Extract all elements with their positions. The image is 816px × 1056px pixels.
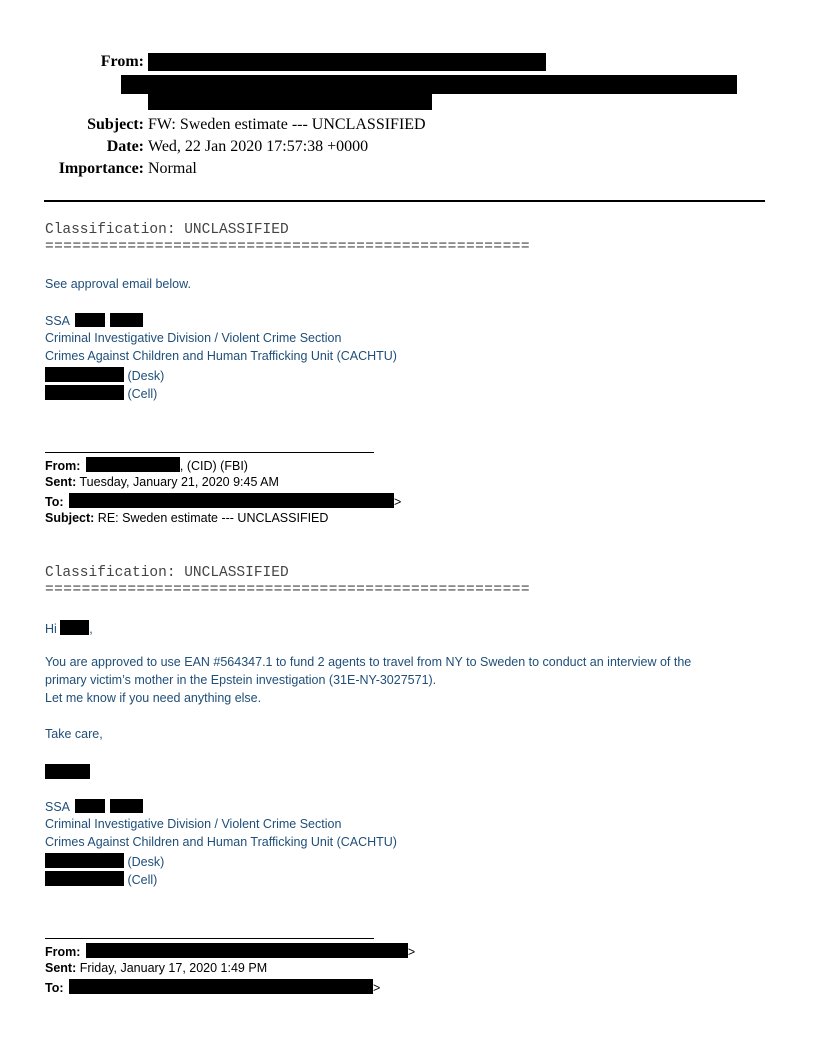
msg2-from-suffix: , (CID) (FBI) xyxy=(179,459,248,473)
redaction-block xyxy=(110,799,143,813)
classification-line: Classification: UNCLASSIFIED xyxy=(45,565,289,581)
msg3-to xyxy=(45,979,380,995)
msg2-sent-label: Sent: xyxy=(45,475,77,489)
signature-unit: Crimes Against Children and Human Trafficking Unit (CACHTU) xyxy=(45,349,397,363)
from-label: From: xyxy=(100,53,144,70)
msg3-to-label: To: xyxy=(45,981,64,995)
msg3-sent xyxy=(45,961,267,975)
redaction-block xyxy=(148,53,546,71)
redaction-block xyxy=(148,93,432,110)
redaction-block xyxy=(45,853,124,868)
msg3-sent-label: Sent: xyxy=(45,961,77,975)
signature-cell xyxy=(45,385,157,401)
signature-cell xyxy=(45,871,157,887)
date-value: Wed, 22 Jan 2020 17:57:38 +0000 xyxy=(148,138,369,155)
signature-desk-label: (Desk) xyxy=(127,855,165,869)
redaction-block xyxy=(121,75,737,94)
redaction-block xyxy=(45,871,124,886)
msg2-from xyxy=(45,457,248,473)
note-text: See approval email below. xyxy=(45,277,191,291)
greeting xyxy=(45,620,93,636)
subject-value: FW: Sweden estimate --- UNCLASSIFIED xyxy=(148,116,426,133)
greeting-comma: , xyxy=(89,622,93,636)
msg3-from-label: From: xyxy=(45,945,81,959)
msg2-subject-label: Subject: xyxy=(45,511,95,525)
message-separator xyxy=(45,452,374,453)
equals-rule: ===================================================== xyxy=(45,582,531,598)
body-line-2: primary victim’s mother in the Epstein investigation (31E-NY-3027571). xyxy=(45,673,437,687)
redaction-block xyxy=(69,979,373,994)
msg2-subject xyxy=(45,511,328,525)
signature-ssa xyxy=(45,799,143,814)
msg3-from-suffix: > xyxy=(407,945,416,959)
signature-desk-label: (Desk) xyxy=(127,369,165,383)
redaction-block xyxy=(86,943,408,958)
redaction-block xyxy=(75,799,105,813)
msg2-subject-value: RE: Sweden estimate --- UNCLASSIFIED xyxy=(97,511,329,525)
equals-rule: ===================================================== xyxy=(45,239,531,255)
redaction-block xyxy=(45,764,90,779)
redaction-block xyxy=(69,493,394,508)
body-line-1: You are approved to use EAN #564347.1 to fund 2 agents to travel from NY to Sweden to conduct an interview of the xyxy=(45,655,692,669)
signature-ssa-label: SSA xyxy=(45,800,70,814)
signature-unit: Crimes Against Children and Human Trafficking Unit (CACHTU) xyxy=(45,835,397,849)
redaction-block xyxy=(45,385,124,400)
classification-line: Classification: UNCLASSIFIED xyxy=(45,222,289,238)
signature-desk xyxy=(45,367,164,383)
importance-value: Normal xyxy=(148,160,197,177)
signature-division: Criminal Investigative Division / Violent Crime Section xyxy=(45,331,342,345)
msg2-from-label: From: xyxy=(45,459,81,473)
closing: Take care, xyxy=(45,727,103,741)
signature-ssa xyxy=(45,313,143,328)
redaction-block xyxy=(75,313,105,327)
greeting-text: Hi xyxy=(45,622,57,636)
subject-label: Subject: xyxy=(87,116,144,133)
message-separator xyxy=(45,938,374,939)
msg3-to-suffix: > xyxy=(373,981,381,995)
msg2-sent xyxy=(45,475,279,489)
msg3-from xyxy=(45,943,415,959)
header-divider xyxy=(44,200,765,202)
msg3-sent-value: Friday, January 17, 2020 1:49 PM xyxy=(79,961,268,975)
redaction-block xyxy=(45,367,124,382)
redaction-block xyxy=(60,620,89,635)
redaction-block xyxy=(110,313,143,327)
body-line-3: Let me know if you need anything else. xyxy=(45,691,262,705)
signature-ssa-label: SSA xyxy=(45,314,70,328)
redaction-block xyxy=(86,457,180,472)
msg2-to-label: To: xyxy=(45,495,64,509)
msg2-to-suffix: > xyxy=(394,495,402,509)
msg2-sent-value: Tuesday, January 21, 2020 9:45 AM xyxy=(79,475,279,489)
signature-division: Criminal Investigative Division / Violent Crime Section xyxy=(45,817,342,831)
msg2-to xyxy=(45,493,401,509)
importance-label: Importance: xyxy=(58,160,144,177)
signature-cell-label: (Cell) xyxy=(127,387,158,401)
signature-cell-label: (Cell) xyxy=(127,873,158,887)
date-label: Date: xyxy=(106,138,144,155)
signature-desk xyxy=(45,853,164,869)
